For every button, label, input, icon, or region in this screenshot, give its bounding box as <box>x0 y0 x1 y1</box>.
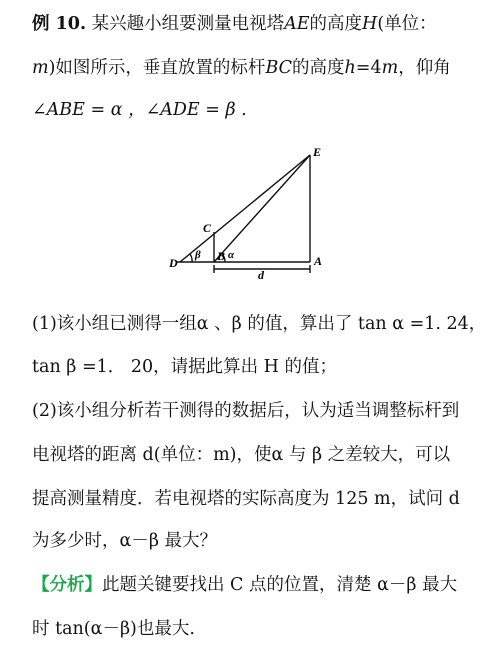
unit-m: m <box>32 58 49 78</box>
line-be <box>214 155 310 262</box>
point-a-label: A <box>314 254 323 268</box>
point-e-label: E <box>313 145 322 159</box>
segment-ae: AE <box>284 14 310 34</box>
segment-bc: BC <box>265 58 293 78</box>
unit-m-2: m <box>381 58 399 78</box>
example-value: =4 <box>355 58 382 78</box>
analysis-text-1: 此题关键要找出 C 点的位置，清楚 α－β 最大 <box>102 575 458 595</box>
example-line-3: ∠ABE = α ，∠ADE = β . <box>32 100 247 120</box>
analysis-line-2: 时 tan(α－β)也最大. <box>32 619 195 639</box>
point-c-label: C <box>203 221 212 235</box>
question2-line-1: (2)该小组分析若干测得的数据后，认为适当调整标杆到 <box>32 401 460 421</box>
question1-line-1: (1)该小组已测得一组α 、β 的值，算出了 tan α =1. 24， <box>32 314 487 334</box>
question2-line-2: 电视塔的距离 d(单位：m)，使α 与 β 之差较大，可以 <box>32 445 451 465</box>
example-text: 某兴趣小组要测量电视塔 <box>91 14 285 34</box>
analysis-line-1 <box>32 573 483 597</box>
height-h-symbol: H <box>362 14 378 34</box>
question1-line-2: tan β =1． 20，请据此算出 H 的值； <box>32 357 337 377</box>
question2-line-3: 提高测量精度．若电视塔的实际高度为 125 m，试问 d <box>32 489 460 509</box>
angle-beta-label: β <box>195 249 201 261</box>
point-d-label: D <box>169 256 178 270</box>
question2-line-4: 为多少时，α－β 最大？ <box>32 531 217 551</box>
example-label: 例 10. <box>32 14 87 34</box>
example-text-2: )如图所示，垂直放置的标杆 <box>48 58 266 78</box>
analysis-tag: 【分析】 <box>32 575 102 595</box>
angle-beta-arc <box>190 254 192 262</box>
example-text-tail: (单位： <box>377 14 437 34</box>
example-text-mid: 的高度 <box>309 14 363 34</box>
line-de <box>180 155 310 262</box>
angle-alpha-label: α <box>228 249 235 261</box>
example-text-2-mid: 的高度 <box>292 58 345 78</box>
point-b-label: B <box>217 249 226 263</box>
height-h-small: h <box>344 58 356 78</box>
segment-d-label: d <box>258 268 264 282</box>
example-text-2-end: ，仰角 <box>398 58 451 78</box>
